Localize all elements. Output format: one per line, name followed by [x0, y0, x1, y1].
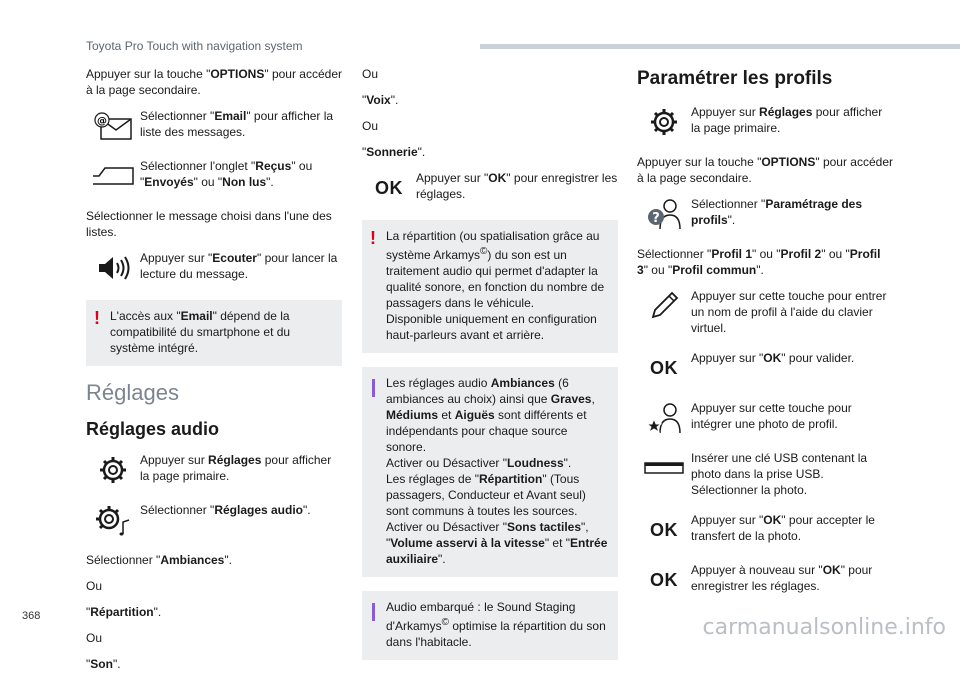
email-warning-note: ! L'accès aux "Email" dépend de la compatibilité du smartphone et du système intégré.: [86, 300, 342, 366]
name-step: [637, 288, 893, 336]
audio-step: [86, 502, 342, 538]
options-instruction: Appuyer sur la touche "OPTIONS" pour accéder à la page secondaire.: [86, 67, 342, 97]
header-title: Toyota Pro Touch with navigation system: [86, 39, 303, 53]
column-right: [637, 66, 893, 612]
section-title: Réglages: [86, 380, 179, 405]
header-bar: [480, 44, 960, 49]
photo-step: [637, 400, 893, 436]
column-middle: [362, 66, 618, 674]
audio-settings-title: Réglages audio: [86, 419, 220, 439]
name-step-text: Appuyer sur cette touche pour entrer un nom de profil à l'aide du clavier virtuel.: [691, 289, 887, 335]
tab-step: [86, 158, 342, 194]
watermark: carmanualsonline.info: [702, 615, 946, 640]
usb-slot-icon: [637, 450, 691, 486]
ok-transfer-text: Appuyer sur "OK" pour accepter le transfert de la photo.: [691, 513, 875, 543]
info-icon: [372, 379, 375, 397]
voix-text: "Voix".: [362, 93, 399, 107]
ok-validate-text: Appuyer sur "OK" pour valider.: [691, 351, 855, 365]
or-text: Ou: [362, 67, 379, 81]
photo-step-text: Appuyer sur cette touche pour intégrer une photo de profil.: [691, 401, 852, 431]
usb-step: [637, 450, 893, 498]
son-text: "Son".: [86, 657, 121, 671]
select-profile-text: Sélectionner "Profil 1" ou "Profil 2" ou "Profil 3" ou "Profil commun".: [637, 247, 881, 277]
settings-step-text: Appuyer sur Réglages pour afficher la page primaire.: [140, 453, 332, 483]
email-step-text: Sélectionner "Email" pour afficher la liste des messages.: [140, 109, 334, 139]
profile-param-text: Sélectionner "Paramétrage des profils".: [691, 197, 863, 227]
ambiances-text: Sélectionner "Ambiances".: [86, 553, 232, 567]
ok-step-text: Appuyer sur "OK" pour enregistrer les réglages.: [416, 171, 618, 201]
svg-text:?: ?: [652, 211, 660, 226]
ok-icon: OK: [650, 358, 678, 378]
listen-step-text: Appuyer sur "Ecouter" pour lancer la lecture du message.: [140, 251, 338, 281]
speaker-icon: [86, 250, 140, 286]
profile-question-icon: [637, 196, 691, 232]
listen-step: [86, 250, 342, 286]
gear-music-icon: [86, 502, 140, 538]
select-message-text: Sélectionner le message choisi dans l'une des listes.: [86, 209, 332, 239]
profile-settings-text: Appuyer sur Réglages pour afficher la page primaire.: [691, 105, 883, 135]
svg-text:@: @: [97, 116, 107, 127]
tab-step-text: Sélectionner l'onglet "Reçus" ou "Envoyés" ou "Non lus".: [140, 159, 313, 189]
page-number: 368: [22, 610, 41, 622]
email-icon: [86, 108, 140, 144]
gear-icon: [86, 452, 140, 488]
ok-step: [362, 170, 618, 206]
arkamys-info-note: Audio embarqué : le Sound Staging d'Arkamys© optimise la répartition du son dans l'habitacle.: [362, 591, 618, 660]
or-text: Ou: [362, 119, 379, 133]
sonnerie-text: "Sonnerie".: [362, 145, 426, 159]
usb-step-text: Insérer une clé USB contenant la photo dans la prise USB. Sélectionner la photo.: [691, 451, 868, 497]
ok-icon: OK: [375, 178, 403, 198]
warning-icon: !: [94, 308, 100, 328]
column-left: [86, 66, 342, 682]
options-instruction: Appuyer sur la touche "OPTIONS" pour accéder à la page secondaire.: [637, 155, 893, 185]
audio-info-note: Les réglages audio Ambiances (6 ambiances au choix) ainsi que Graves, Médiums et Aiguës sont différents et indépendants pour chaque source sonore. Activer ou Désactiver "Loudness". Les réglages de "Répartition" (Tous passagers, Conducteur et Avant seul) sont communs à toutes les sources. Activer ou Désactiver "Sons tactiles", "Volume asservi à la vitesse" et "Entrée auxiliaire".: [362, 367, 618, 577]
ok-validate-step: [637, 350, 893, 386]
profile-param-step: [637, 196, 893, 232]
or-text: Ou: [86, 579, 103, 593]
ok-save-text: Appuyer à nouveau sur "OK" pour enregistrer les réglages.: [691, 563, 873, 593]
repartition-text: "Répartition".: [86, 605, 162, 619]
or-text: Ou: [86, 631, 103, 645]
email-step: [86, 108, 342, 144]
ok-transfer-step: [637, 512, 893, 548]
profile-settings-step: [637, 104, 893, 140]
ok-icon: OK: [650, 570, 678, 590]
profiles-title: Paramétrer les profils: [637, 68, 833, 89]
tab-icon: [86, 158, 140, 194]
profile-star-icon: [637, 400, 691, 436]
ok-icon: OK: [650, 520, 678, 540]
repartition-warning-note: ! La répartition (ou spatialisation grâce au système Arkamys©) du son est un traitement audio qui permet d'adapter la qualité sonore, en fonction du nombre de passagers dans le véhicule. Disponible uniquement en configuration haut-parleurs avant et arrière.: [362, 220, 618, 353]
audio-step-text: Sélectionner "Réglages audio".: [140, 503, 311, 517]
info-icon: [372, 603, 375, 621]
settings-step: [86, 452, 342, 488]
warning-icon: !: [370, 228, 376, 248]
pencil-icon: [637, 288, 691, 324]
ok-save-step: [637, 562, 893, 598]
gear-icon: [637, 104, 691, 140]
